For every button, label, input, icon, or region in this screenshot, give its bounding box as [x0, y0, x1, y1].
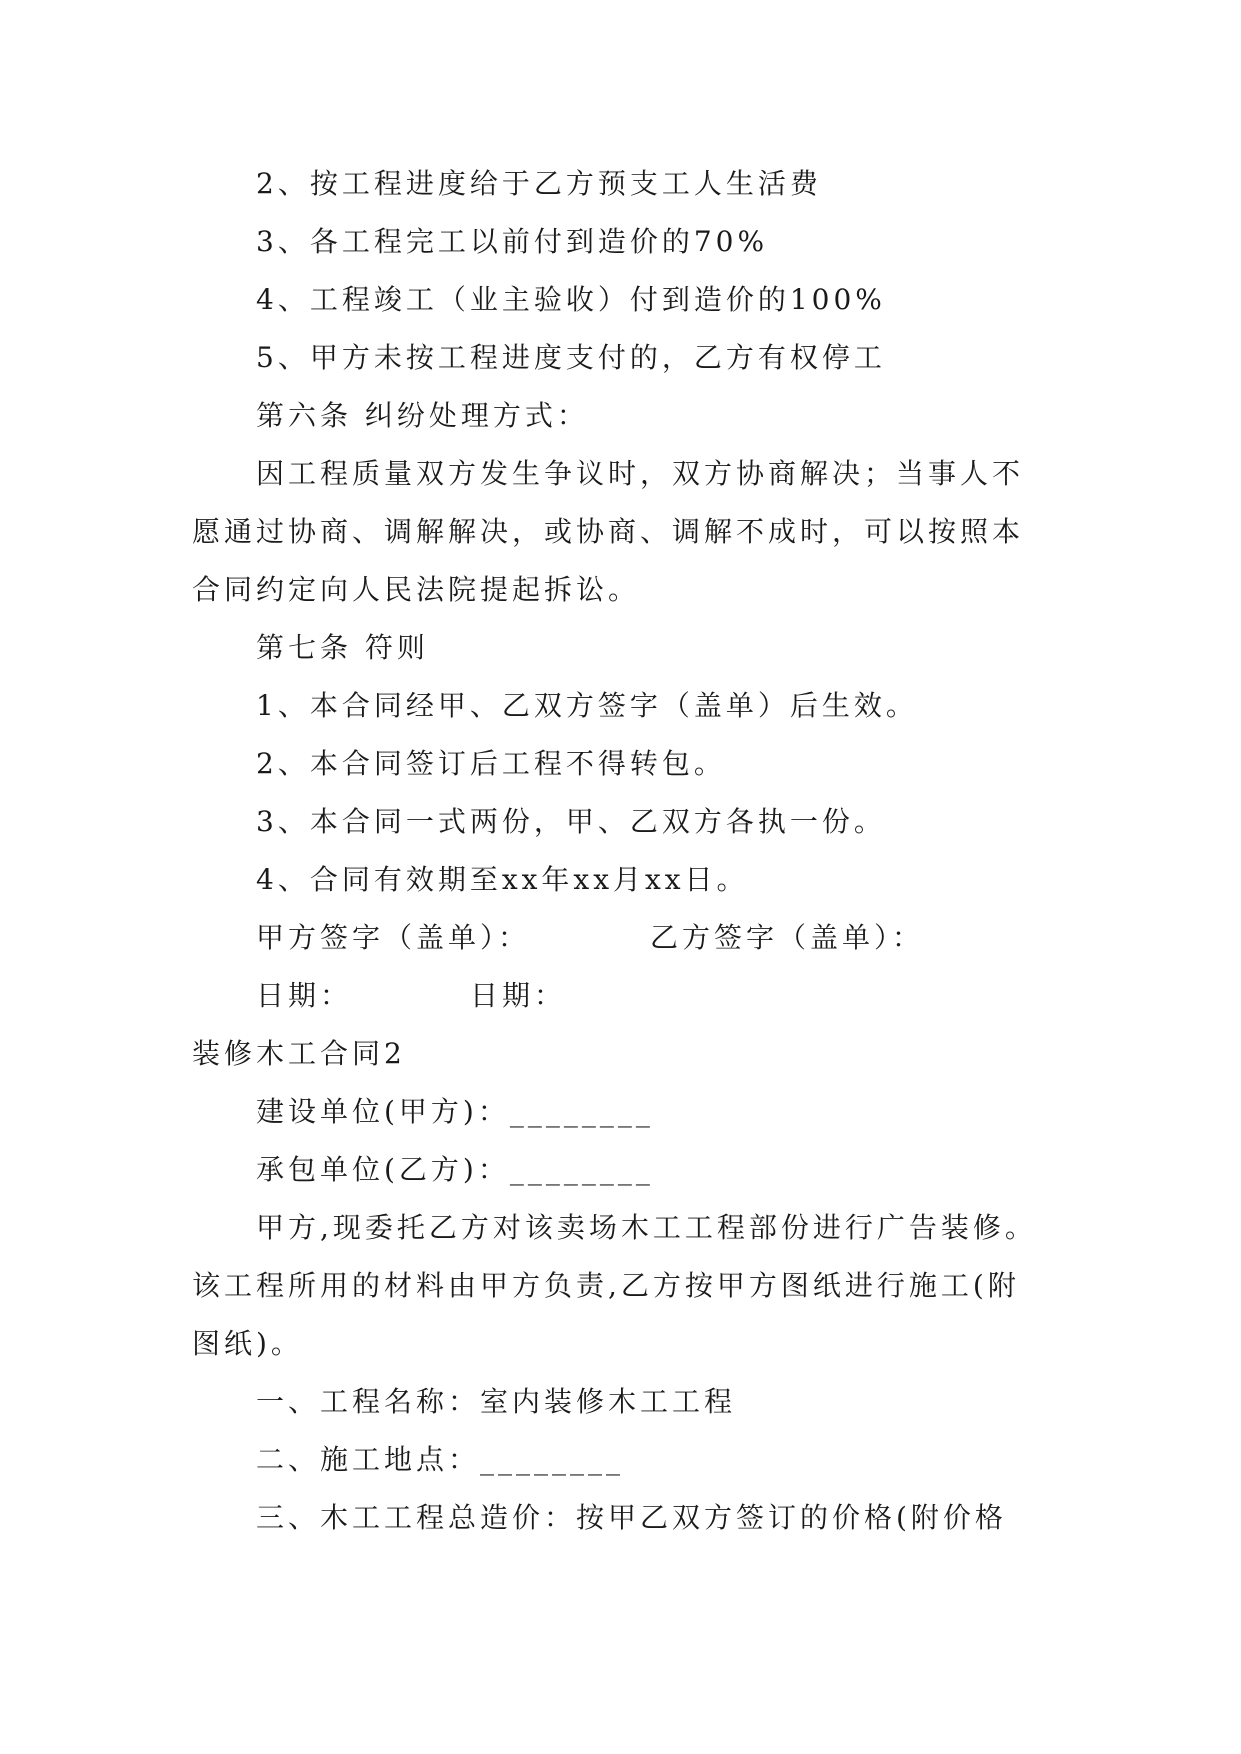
dispute-paragraph-line-3: 合同约定向人民法院提起拆讼。: [192, 573, 641, 606]
total-cost-item: 三、木工工程总造价：按甲乙双方签订的价格(附价格: [256, 1501, 1007, 1534]
date-row: [256, 976, 566, 1016]
payment-clause-3: 3、各工程完工以前付到造价的70%: [256, 225, 769, 258]
contractor-party-b: 承包单位(乙方)：________: [256, 1153, 654, 1186]
dispute-paragraph-line-2: 愿通过协商、调解解决，或协商、调解不成时，可以按照本: [192, 515, 1025, 548]
supplementary-clause-3: 3、本合同一式两份，甲、乙双方各执一份。: [256, 805, 886, 838]
party-a-date-label: 日期：: [256, 979, 353, 1012]
builder-party-a: 建设单位(甲方)：________: [256, 1095, 654, 1128]
supplementary-clause-2: 2、本合同签订后工程不得转包。: [256, 747, 726, 780]
party-b-signature-label: 乙方签字（盖单）：: [650, 921, 925, 954]
article-6-heading: 第六条 纠纷处理方式：: [256, 399, 589, 432]
payment-clause-2: 2、按工程进度给于乙方预支工人生活费: [256, 167, 822, 200]
commission-paragraph-line-1: 甲方,现委托乙方对该卖场木工工程部份进行广告装修。: [256, 1211, 1037, 1244]
party-a-signature-label: 甲方签字（盖单）：: [256, 921, 531, 954]
article-7-heading: 第七条 符则: [256, 631, 429, 664]
project-name-item: 一、工程名称：室内装修木工工程: [256, 1385, 737, 1418]
party-b-date-label: 日期：: [470, 979, 567, 1012]
supplementary-clause-1: 1、本合同经甲、乙双方签字（盖单）后生效。: [256, 689, 918, 722]
signature-row: [256, 918, 924, 958]
dispute-paragraph-line-1: 因工程质量双方发生争议时，双方协商解决；当事人不: [256, 457, 1025, 490]
commission-paragraph-line-2: 该工程所用的材料由甲方负责,乙方按甲方图纸进行施工(附: [192, 1269, 1020, 1302]
supplementary-clause-4: 4、合同有效期至xx年xx月xx日。: [256, 863, 749, 896]
payment-clause-5: 5、甲方未按工程进度支付的，乙方有权停工: [256, 341, 886, 374]
contract-2-title: 装修木工合同2: [192, 1037, 406, 1070]
commission-paragraph-line-3: 图纸)。: [192, 1327, 303, 1360]
construction-site-item: 二、施工地点：________: [256, 1443, 625, 1476]
payment-clause-4: 4、工程竣工（业主验收）付到造价的100%: [256, 283, 886, 316]
